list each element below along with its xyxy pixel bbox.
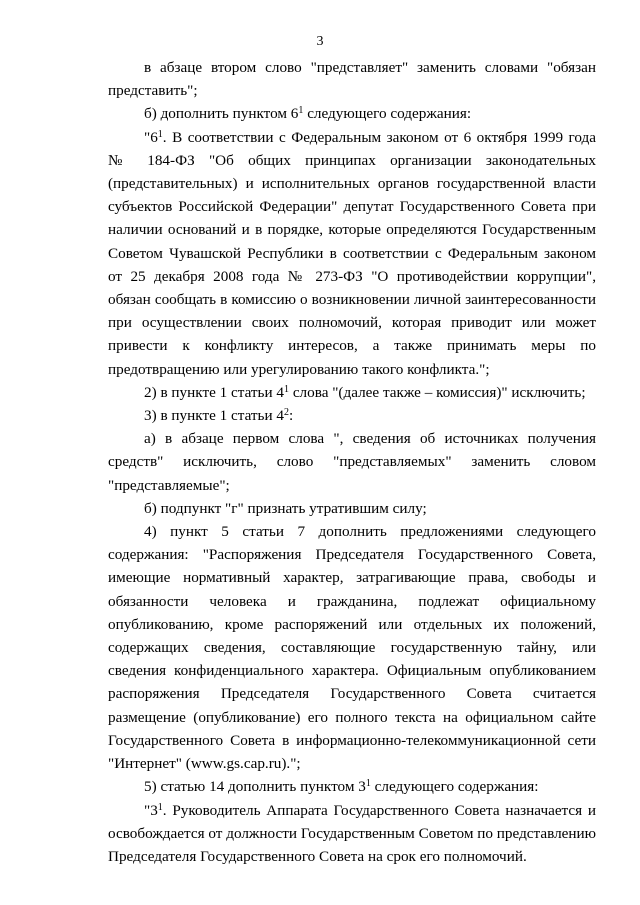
text-run: слова "(далее также – комиссия)" исключить; <box>289 383 586 401</box>
text-run: : <box>289 407 294 425</box>
text-run: "3 <box>144 801 158 819</box>
superscript: 1 <box>157 128 163 140</box>
paragraph <box>108 381 596 404</box>
text-run: б) подпункт "г" признать утратившим силу; <box>144 499 427 517</box>
text-run: . В соответствии с Федеральным законом от 6 октября 1999 года № 184-ФЗ "Об общих принципах организации законодательных (представительных) и исполнительных органов государственной власти субъектов Российской Федерации" депутат Государственного Совета при наличии оснований и в порядке, которые определяются Государственным Советом Чувашской Республики в соответствии с Федеральным законом от 25 декабря 2008 года № 273-ФЗ "О противодействии коррупции", обязан сообщать в комиссию о возникновении личной заинтересованности при осуществлении своих полномочий, которая приводит или может привести к конфликту интересов, а также принимать меры по предотвращению или урегулированию такого конфликта."; <box>108 128 596 378</box>
text-run: . Руководитель Аппарата Государственного Совета назначается и освобождается от должности Государственным Советом по представлению Председателя Государственного Совета на срок его полномочий. <box>108 801 596 865</box>
text-run: 3) в пункте 1 статьи 4 <box>144 407 285 425</box>
paragraph <box>108 497 596 520</box>
text-run: б) дополнить пунктом 6 <box>144 105 299 123</box>
paragraph <box>108 520 596 775</box>
text-run: 4) пункт 5 статьи 7 дополнить предложениями следующего содержания: "Распоряжения Председателя Государственного Совета, имеющие нормативный характер, затрагивающие права, свободы и обязанности человека и гражданина, подлежат официальному опубликованию, кроме распоряжений или отдельных их положений, содержащих сведения, составляющие государственную тайну, или сведения конфиденциального характера. Официальным опубликованием распоряжения Председателя Государственного Совета считается размещение (опубликование) его полного текста на официальном сайте Государственного Совета в информационно-телекоммуникационной сети "Интернет" (www.gs.cap.ru)."; <box>108 523 596 773</box>
paragraph <box>108 126 596 381</box>
text-run: 5) статью 14 дополнить пунктом 3 <box>144 778 366 796</box>
paragraph <box>108 775 596 798</box>
superscript: 1 <box>298 105 304 117</box>
text-run: 2) в пункте 1 статьи 4 <box>144 383 285 401</box>
text-run: следующего содержания: <box>370 778 539 796</box>
document-body <box>108 56 596 868</box>
paragraph <box>108 799 596 869</box>
paragraph <box>108 102 596 125</box>
superscript: 1 <box>157 801 163 813</box>
text-run: а) в абзаце первом слова ", сведения об источниках получения средств" исключить, слово "представляемых" заменить словом "представляемые"; <box>108 430 596 494</box>
superscript: 2 <box>284 407 290 419</box>
paragraph <box>108 56 596 102</box>
page-number: 3 <box>316 34 324 49</box>
text-run: "6 <box>144 128 158 146</box>
text-run: в абзаце втором слово "представляет" заменить словами "обязан представить"; <box>108 59 596 100</box>
superscript: 1 <box>365 778 371 790</box>
superscript: 1 <box>284 383 290 395</box>
text-run: следующего содержания: <box>303 105 472 123</box>
paragraph <box>108 404 596 427</box>
paragraph <box>108 427 596 497</box>
